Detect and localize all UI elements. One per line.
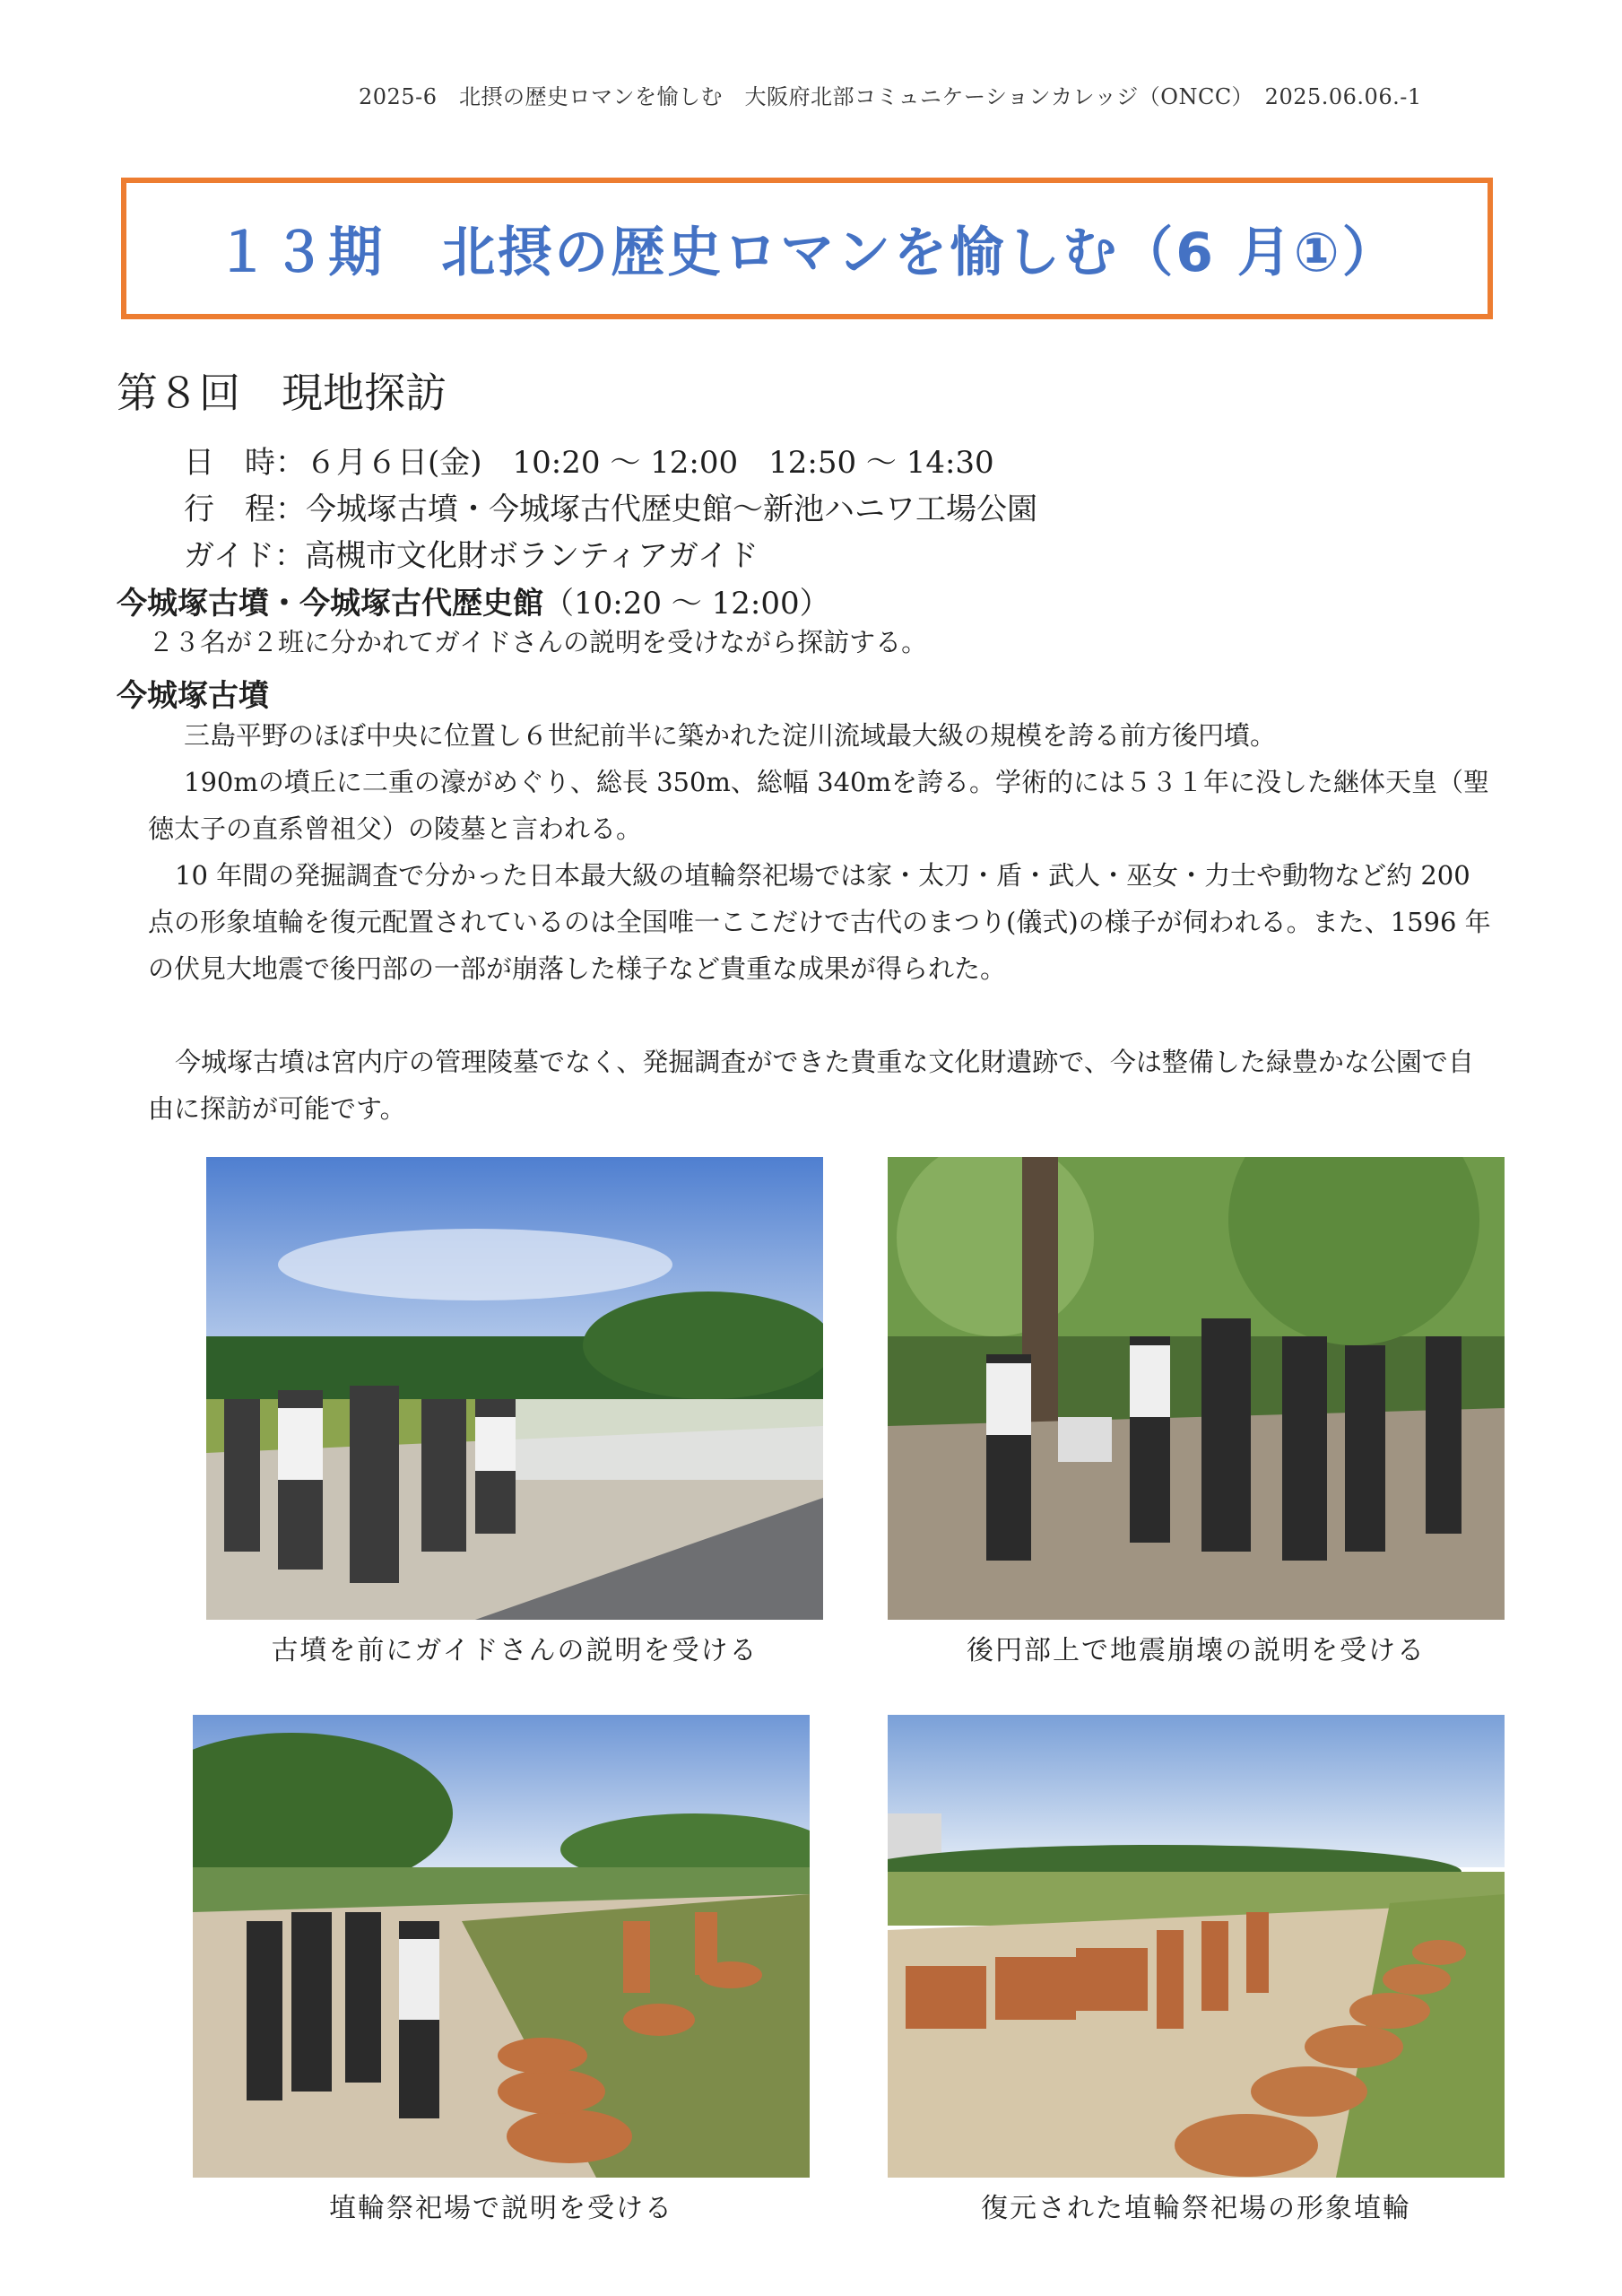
page-header: 2025-6 北摂の歴史ロマンを愉しむ 大阪府北部コミュニケーションカレッジ（ONCC） 2025.06.06.-1 (359, 84, 1422, 109)
info-guide: ガイド：高槻市文化財ボランティアガイド (184, 538, 759, 574)
subsection-title-1 (117, 578, 830, 622)
caption-1: 古墳を前にガイドさんの説明を受ける (271, 1635, 759, 1666)
paragraph-4: 今城塚古墳は宮内庁の管理陵墓でなく、発掘調査ができた貴重な文化財遺跡で、今は整備した緑豊かな公園で自由に探訪が可能です。 (148, 1047, 1474, 1124)
info-route: 行 程：今城塚古墳・今城塚古代歴史館〜新池ハニワ工場公園 (184, 491, 1037, 527)
paragraph-2: 190mの墳丘に二重の濠がめぐり、総長 350m、総幅 340mを誇る。学術的には５３１年に没した継体天皇（聖徳太子の直系曾祖父）の陵墓と言われる。 (148, 767, 1489, 844)
caption-3: 埴輪祭祀場で説明を受ける (329, 2193, 673, 2224)
banner-title: １３期 北摂の歴史ロマンを愉しむ（6 月①） (215, 222, 1399, 284)
info-date: 日 時：６月６日(金) 10:20 〜 12:00 12:50 〜 14:30 (184, 445, 994, 481)
caption-2: 後円部上で地震崩壊の説明を受ける (967, 1635, 1426, 1666)
paragraph-1: 三島平野のほぼ中央に位置し６世紀前半に築かれた淀川流域最大級の規模を誇る前方後円墳。 (184, 720, 1277, 751)
photo-guide-kofun (206, 1157, 823, 1620)
title-banner (121, 178, 1493, 319)
subsection-1-name: 今城塚古墳・今城塚古代歴史館 (117, 586, 543, 622)
subsection-1-time: （10:20 〜 12:00） (543, 586, 830, 622)
caption-4: 復元された埴輪祭祀場の形象埴輪 (981, 2193, 1411, 2224)
subsection-title-2: 今城塚古墳 (117, 678, 269, 714)
paragraph-3: 10 年間の発掘調査で分かった日本最大級の埴輪祭祀場では家・太刀・盾・武人・巫女・力士や動物など約 200 点の形象埴輪を復元配置されているのは全国唯一ここだけで古代のまつり(儀式)の様子が伺われる。また、1596 年の伏見大地震で後円部の一部が崩落した様子など貴重な成果が得られた。 (148, 860, 1491, 984)
intro-text: ２３名が２班に分かれてガイドさんの説明を受けながら探訪する。 (148, 627, 928, 657)
photo-figurative-haniwa (888, 1715, 1505, 2178)
photo-earthquake-explanation (888, 1157, 1505, 1620)
section-title: 第８回 現地探訪 (117, 369, 447, 417)
photo-haniwa-site-explanation (193, 1715, 810, 2178)
